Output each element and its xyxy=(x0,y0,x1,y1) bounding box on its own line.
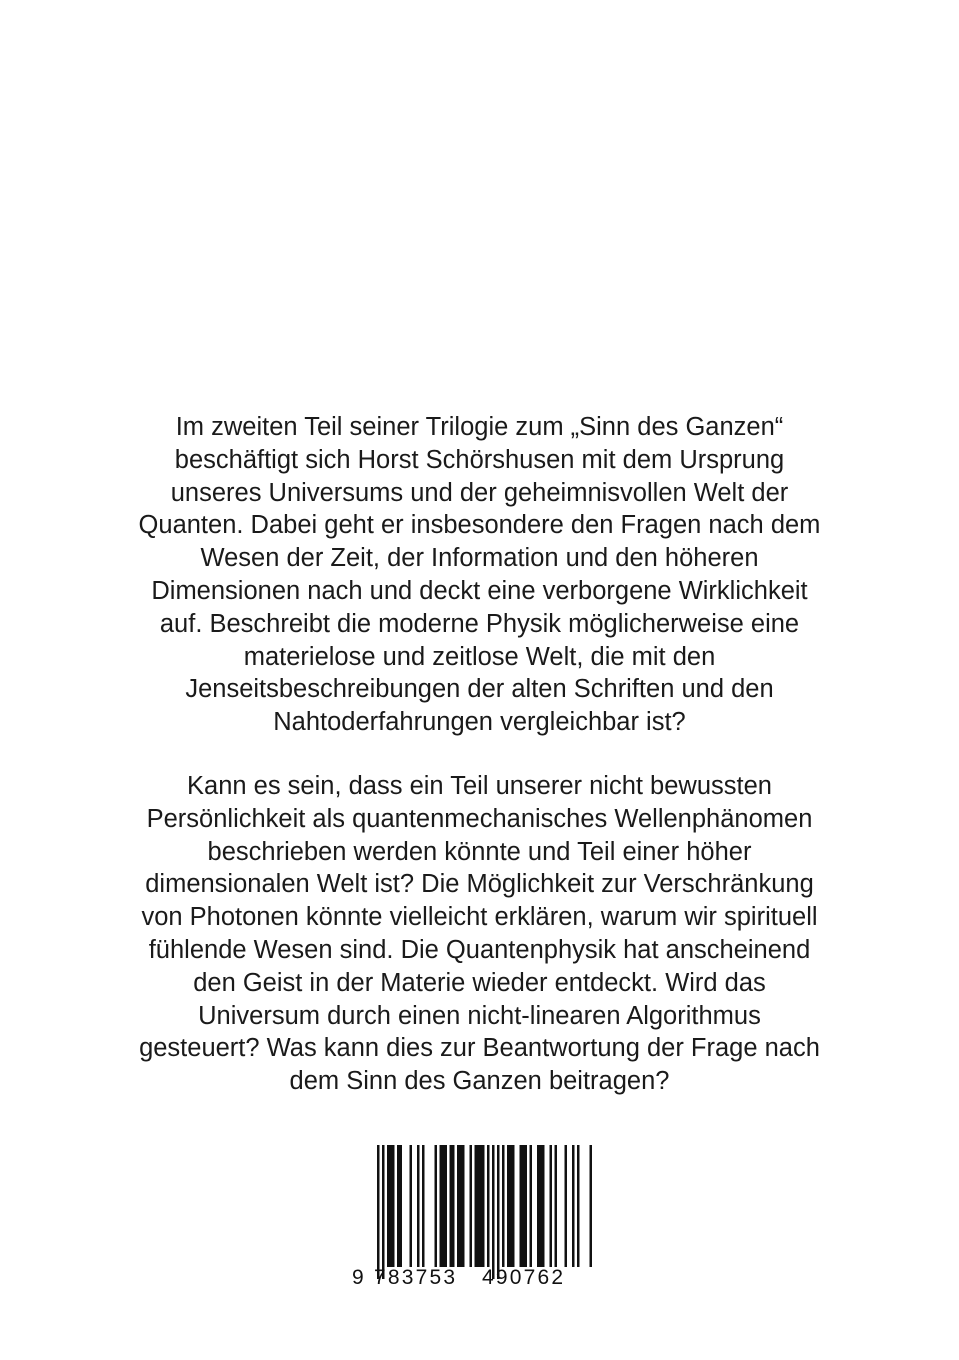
blurb-paragraph-2 xyxy=(80,770,879,1098)
barcode-bar xyxy=(540,1145,543,1267)
barcode-bar xyxy=(452,1145,455,1267)
barcode-bar xyxy=(565,1145,568,1267)
barcode-bar xyxy=(392,1145,395,1267)
barcode-bar xyxy=(512,1145,515,1267)
barcode-bar xyxy=(522,1145,525,1267)
barcode-bar xyxy=(577,1145,580,1267)
barcode-bar xyxy=(445,1145,448,1267)
barcode-bar xyxy=(462,1145,465,1267)
blurb-line: Jenseitsbeschreibungen der alten Schriften und den xyxy=(185,675,774,704)
blurb-line: Universum durch einen nicht-linearen Algorithmus xyxy=(198,1001,761,1030)
isbn-number xyxy=(352,1266,588,1290)
barcode-bar xyxy=(480,1145,483,1267)
barcode-bar xyxy=(482,1145,485,1267)
barcode-bar xyxy=(377,1145,380,1279)
barcode-bar xyxy=(502,1145,505,1267)
blurb-line: dem Sinn des Ganzen beitragen? xyxy=(289,1067,670,1096)
barcode-bar xyxy=(440,1145,443,1267)
blurb-line: Wesen der Zeit, der Information und den höheren xyxy=(200,544,759,573)
barcode-bar xyxy=(520,1145,523,1267)
blurb-line: Nahtoderfahrungen vergleichbar ist? xyxy=(273,708,686,737)
barcode-bar xyxy=(507,1145,510,1267)
barcode-bar xyxy=(590,1145,593,1267)
barcode-bar xyxy=(470,1145,473,1267)
blurb-line: Kann es sein, dass ein Teil unserer nicht bewussten xyxy=(187,772,772,800)
barcode-bar xyxy=(397,1145,400,1267)
barcode-bar xyxy=(555,1145,558,1267)
barcode-bar xyxy=(442,1145,445,1267)
barcode-bar xyxy=(530,1145,533,1267)
barcode-bar xyxy=(390,1145,393,1267)
barcode-bar xyxy=(525,1145,528,1267)
barcode-bar xyxy=(477,1145,480,1267)
isbn-left-digits: 783753 xyxy=(374,1266,458,1289)
blurb-line: unseres Universums und der geheimnisvollen Welt der xyxy=(170,478,789,507)
barcode-bar xyxy=(497,1145,500,1279)
barcode-bar xyxy=(457,1145,460,1267)
barcode-bar xyxy=(382,1145,385,1279)
barcode-bar xyxy=(387,1145,390,1267)
blurb-line: Persönlichkeit als quantenmechanisches Wellenphänomen xyxy=(146,804,813,833)
barcode-bar xyxy=(475,1145,478,1267)
blurb-line: auf. Beschreibt die moderne Physik möglicherweise eine xyxy=(159,609,800,638)
isbn-lead-digit: 9 xyxy=(352,1266,366,1289)
blurb-line: materielose und zeitlose Welt, die mit den xyxy=(243,642,716,671)
isbn-right-digits: 490762 xyxy=(482,1266,566,1289)
blurb-line: beschrieben werden könnte und Teil einer höher xyxy=(207,837,752,866)
barcode-bar xyxy=(572,1145,575,1267)
blurb-line: fühlende Wesen sind. Die Quantenphysik hat anscheinend xyxy=(148,935,811,964)
barcode-bar xyxy=(537,1145,540,1267)
blurb-line: beschäftigt sich Horst Schörshusen mit dem Ursprung xyxy=(174,445,785,474)
barcode-bar xyxy=(400,1145,403,1267)
barcode-bar xyxy=(435,1145,438,1267)
blurb-line: Dimensionen nach und deckt eine verborgene Wirklichkeit xyxy=(151,576,808,605)
barcode-bar xyxy=(492,1145,495,1279)
barcode-bar xyxy=(422,1145,425,1267)
barcode-bar xyxy=(450,1145,453,1267)
barcode-bar xyxy=(542,1145,545,1267)
barcode-bar xyxy=(487,1145,490,1267)
barcode-bar xyxy=(550,1145,553,1267)
blurb-line: gesteuert? Was kann dies zur Beantwortung der Frage nach xyxy=(139,1034,820,1063)
barcode-bar xyxy=(417,1145,420,1267)
barcode-bar xyxy=(510,1145,513,1267)
barcode-bar xyxy=(460,1145,463,1267)
blurb-line: Quanten. Dabei geht er insbesondere den Fragen nach dem xyxy=(138,511,821,540)
blurb-paragraph-1 xyxy=(80,411,879,739)
blurb-line: von Photonen könnte vielleicht erklären, warum wir spirituell xyxy=(141,903,818,932)
blurb-line: Im zweiten Teil seiner Trilogie zum „Sinn des Ganzen“ xyxy=(175,413,784,441)
barcode-bar xyxy=(410,1145,413,1267)
blurb-line: den Geist in der Materie wieder entdeckt. Wird das xyxy=(193,968,766,997)
blurb-line: dimensionalen Welt ist? Die Möglichkeit zur Verschränkung xyxy=(145,870,814,899)
